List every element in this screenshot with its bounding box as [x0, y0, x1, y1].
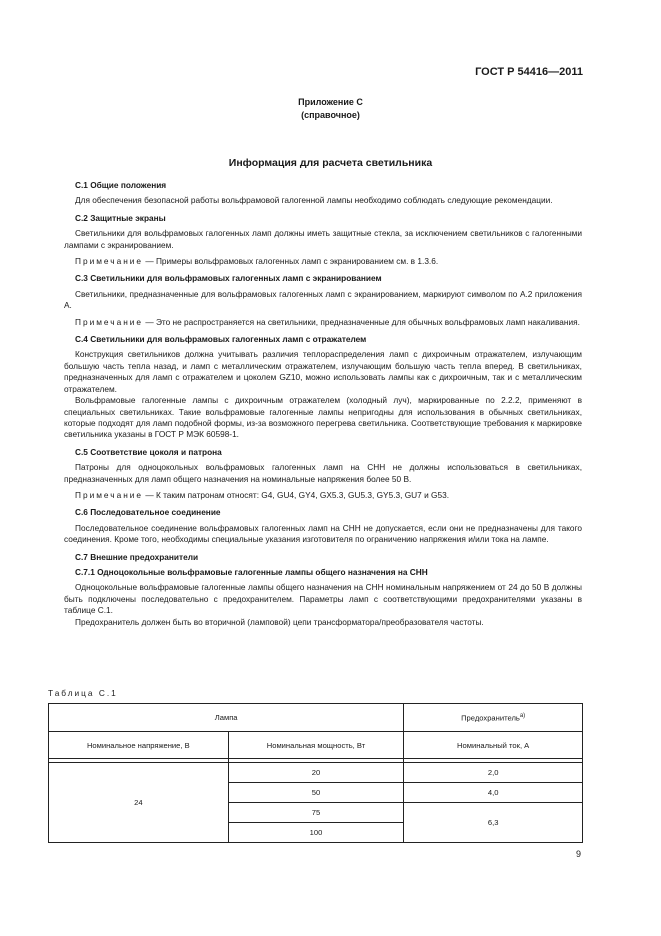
note-text: — К таким патронам относят: G4, GU4, GY4, GX5.3, GU5.3, GY5.3, GU7 и G53. [143, 489, 450, 500]
current-header: Номинальный ток, А [404, 732, 583, 759]
page-number: 9 [575, 849, 581, 859]
lamp-header: Лампа [49, 704, 404, 732]
current-cell: 6,3 [404, 803, 583, 843]
section-heading: С.1 Общие положения [75, 180, 167, 190]
section-heading: С.5 Соответствие цоколя и патрона [75, 446, 222, 457]
annex-status: (справочное) [301, 110, 360, 120]
paragraph: Предохранитель должен быть во вторичной (ламповой) цепи трансформатора/преобразователя частоты. [75, 616, 484, 627]
paragraph: Для обеспечения безопасной работы вольфрамовой галогенной лампы необходимо соблюдать следующие рекомендации. [75, 195, 553, 206]
paragraph: Светильники, предназначенные для вольфрамовых галогенных ламп с экранированием, маркируют символом по А.2 приложения А. [64, 288, 582, 311]
table-row [49, 763, 583, 783]
fuse-header [404, 704, 583, 732]
section-heading: С.6 Последовательное соединение [75, 507, 221, 518]
paragraph: Вольфрамовые галогенные лампы с дихроичным отражателем (холодный луч), маркированные по 2.2.2, применяют в специальных светильниках. Такие вольфрамовые галогенные лампы непригодны для использования в обычных светильниках, которые подходят для ламп подобной формы, из-за возможного перегрева светильника. Соответствующие требования к маркировке светильника указаны в ГОСТ Р МЭК 60598-1. [64, 395, 582, 440]
power-header: Номинальная мощность, Вт [228, 732, 404, 759]
note-label: Примечание [75, 489, 144, 500]
section-heading: С.7 Внешние предохранители [75, 551, 199, 562]
power-cell: 20 [228, 763, 404, 783]
paragraph: Конструкция светильников должна учитывать различия теплораспределения ламп с дихроичным отражателем, излучающим большую часть тепла назад, и ламп с металлическим отражателем, излучающим большую часть тепла вперед. В светильниках, предназначенных для ламп с отражателем и цоколем GZ10, можно использовать лампы как с дихроичным, так и с металлическим отражателем. [64, 349, 582, 394]
page-title: Информация для расчета светильника [228, 157, 433, 169]
table-header-row [49, 732, 583, 759]
fuse-header-label: Предохранитель [461, 713, 520, 723]
section-heading: С.4 Светильники для вольфрамовых галогенных ламп с отражателем [75, 334, 367, 345]
note-label: Примечание [75, 256, 144, 267]
fuse-footnote-mark: а) [519, 712, 526, 719]
note [64, 317, 582, 328]
annex-title: Приложение С [298, 97, 363, 107]
current-cell: 4,0 [404, 783, 583, 803]
voltage-cell: 24 [49, 763, 229, 843]
power-cell: 75 [228, 803, 404, 823]
subsection-heading: С.7.1 Одноцокольные вольфрамовые галогенные лампы общего назначения на СНН [75, 566, 428, 577]
paragraph: Патроны для одноцокольных вольфрамовых галогенных ламп на СНН не должны использоваться в светильниках, предназначенных для ламп общего назначения на номинальные напряжения более 50 В. [64, 462, 582, 484]
document-body [64, 180, 582, 633]
table-caption: Таблица С.1 [48, 688, 118, 698]
paragraph: Одноцокольные вольфрамовые галогенные лампы общего назначения на СНН номинальным напряжением от 24 до 50 В должны быть подключены последовательно с предохранителем. Параметры ламп с соответствующими предохранителями указаны в таблице С.1. [64, 582, 582, 616]
section-heading: С.3 Светильники для вольфрамовых галогенных ламп с экранированием [75, 273, 382, 284]
power-cell: 100 [228, 823, 404, 843]
note [64, 256, 582, 267]
current-cell: 2,0 [404, 763, 583, 783]
paragraph: Светильники для вольфрамовых галогенных ламп должны иметь защитные стекла, за исключением светильников с галогенными лампами с экранированием. [64, 228, 582, 250]
annex-header [0, 96, 661, 122]
standard-designation: ГОСТ Р 54416—2011 [475, 66, 583, 78]
table-header-row [49, 704, 583, 732]
note-text: — Это не распространяется на светильники, предназначенные для обычных вольфрамовых ламп накаливания. [143, 316, 580, 327]
voltage-header: Номинальное напряжение, В [49, 732, 229, 759]
note-text: — Примеры вольфрамовых галогенных ламп с экранированием см. в 1.3.6. [143, 256, 439, 267]
section-heading: С.2 Защитные экраны [75, 212, 166, 223]
note-label: Примечание [75, 316, 144, 327]
paragraph: Последовательное соединение вольфрамовых галогенных ламп на СНН не допускается, если они не предназначены для такого соединения. Кроме того, необходимы специальные указания изготовителя по ограничению напряжения и/или тока на лампе. [64, 522, 582, 545]
power-cell: 50 [228, 783, 404, 803]
note [64, 490, 582, 501]
fuse-table [48, 703, 583, 843]
